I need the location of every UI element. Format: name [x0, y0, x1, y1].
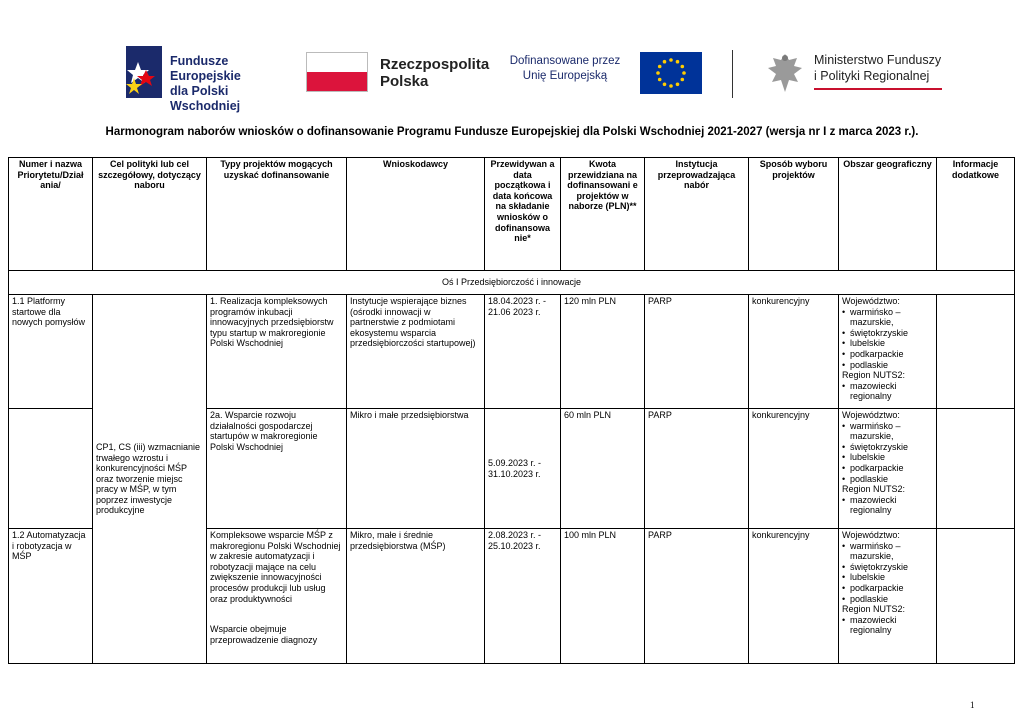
rp-line1: Rzeczpospolita — [380, 56, 490, 73]
geo-label: Województwo: — [842, 296, 900, 306]
institution-cell: PARP — [645, 529, 749, 664]
geo-label: Województwo: — [842, 410, 900, 420]
header-policy-goal: Cel polityki lub cel szczegółowy, dotyczący naboru — [93, 158, 207, 271]
geo-nuts-item: • mazowiecki regionalny — [842, 495, 933, 516]
logo-separator — [732, 50, 733, 98]
geo-item: • podlaskie — [842, 594, 933, 605]
info-cell — [937, 529, 1015, 664]
geo-item: • warmińsko – mazurskie, — [842, 307, 933, 328]
polish-flag-icon — [306, 52, 368, 92]
applicants-cell: Mikro, małe i średnie przedsiębiorstwa (MŚP) — [347, 529, 485, 664]
header-applicants: Wnioskodawcy — [347, 158, 485, 271]
geo-nuts-item: • mazowiecki regionalny — [842, 381, 933, 402]
logo-bar — [118, 38, 958, 113]
fe-line1: Fundusze Europejskie — [170, 54, 241, 83]
amount-cell: 100 mln PLN — [561, 529, 645, 664]
geo-item: • świętokrzyskie — [842, 328, 933, 339]
header-institution: Instytucja przeprowadzająca nabór — [645, 158, 749, 271]
project-type-extra: Wsparcie obejmuje przeprowadzenie diagnozy — [210, 624, 318, 645]
geo-item: • lubelskie — [842, 452, 933, 463]
header-selection: Sposób wyboru projektów — [749, 158, 839, 271]
schedule-table — [8, 157, 1015, 664]
geo-nuts-label: Region NUTS2: — [842, 604, 906, 615]
geo-nuts-label: Region NUTS2: — [842, 370, 906, 381]
info-cell — [937, 295, 1015, 409]
fe-star-icon — [124, 44, 164, 100]
geo-item: • podkarpackie — [842, 583, 933, 594]
institution-cell: PARP — [645, 409, 749, 529]
fe-line2: dla Polski Wschodniej — [170, 84, 241, 113]
applicants-cell: Mikro i małe przedsiębiorstwa — [347, 409, 485, 529]
header-dates: Przewidywan a data początkowa i data końcowa na składanie wniosków o dofinansowa nie* — [485, 158, 561, 271]
geo-cell — [839, 529, 937, 664]
rp-line2: Polska — [380, 73, 429, 90]
geo-item: • świętokrzyskie — [842, 562, 933, 573]
geo-item: • podkarpackie — [842, 463, 933, 474]
applicants-cell: Instytucje wspierające biznes (ośrodki innowacji w partnerstwie z podmiotami ekosystemu wsparcia przedsiębiorczości startupowej) — [347, 295, 485, 409]
header-amount: Kwota przewidziana na dofinansowani e projektów w naborze (PLN)** — [561, 158, 645, 271]
geo-item: • podkarpackie — [842, 349, 933, 360]
geo-item: • podlaskie — [842, 474, 933, 485]
geo-item: • lubelskie — [842, 572, 933, 583]
header-info: Informacje dodatkowe — [937, 158, 1015, 271]
institution-cell: PARP — [645, 295, 749, 409]
polish-eagle-icon — [764, 50, 806, 96]
project-type-text: Kompleksowe wsparcie MŚP z makroregionu Polski Wschodniej w zakresie automatyzacji i robotyzacji mające na celu zwiększenie innowacyjności procesów produkcji lub usług oraz produktywności — [210, 530, 341, 604]
dates-cell: 5.09.2023 r. - 31.10.2023 r. — [485, 409, 561, 529]
geo-label: Województwo: — [842, 530, 900, 540]
geo-item: • świętokrzyskie — [842, 442, 933, 453]
eu-line1: Dofinansowane przez — [509, 55, 621, 67]
dates-cell: 18.04.2023 r. - 21.06 2023 r. — [485, 295, 561, 409]
axis-title: Oś I Przedsiębiorczość i innowacje — [9, 271, 1015, 295]
geo-item: • podlaskie — [842, 360, 933, 371]
header-geo: Obszar geograficzny — [839, 158, 937, 271]
table-header-row — [9, 158, 1015, 271]
amount-cell: 60 mln PLN — [561, 409, 645, 529]
header-priority: Numer i nazwa Priorytetu/Dział ania/ — [9, 158, 93, 271]
header-project-types: Typy projektów mogących uzyskać dofinansowanie — [207, 158, 347, 271]
fundusze-europejskie-logo — [124, 44, 294, 113]
selection-cell: konkurencyjny — [749, 295, 839, 409]
geo-cell — [839, 409, 937, 529]
selection-cell: konkurencyjny — [749, 529, 839, 664]
geo-item: • warmińsko – mazurskie, — [842, 541, 933, 562]
min-line2: i Polityki Regionalnej — [814, 69, 930, 83]
eu-flag-icon — [640, 52, 702, 94]
priority-cell: 1.1 Platformy startowe dla nowych pomysłów — [9, 295, 93, 409]
dates-cell: 2.08.2023 r. - 25.10.2023 r. — [485, 529, 561, 664]
geo-nuts-item: • mazowiecki regionalny — [842, 615, 933, 636]
geo-item: • warmińsko – mazurskie, — [842, 421, 933, 442]
info-cell — [937, 409, 1015, 529]
amount-cell: 120 mln PLN — [561, 295, 645, 409]
priority-cell — [9, 409, 93, 529]
page-number: 1 — [970, 700, 975, 710]
eu-line2: Unię Europejską — [522, 70, 608, 82]
policy-goal-cell: CP1, CS (iii) wzmacnianie trwałego wzrostu i konkurencyjności MŚP oraz tworzenie miejsc pracy w MŚP, w tym poprzez inwestycje produkcyjne — [93, 295, 207, 664]
page-title: Harmonogram naborów wniosków o dofinansowanie Programu Fundusze Europejskiej dla Polski Wschodniej 2021-2027 (wersja nr I z marca 2023 r.). — [105, 126, 919, 138]
axis-row — [9, 271, 1015, 295]
geo-nuts-label: Region NUTS2: — [842, 484, 906, 495]
project-type-cell: 1. Realizacja kompleksowych programów inkubacji innowacyjnych przedsiębiorstw typu startup w makroregionie Polski Wschodniej — [207, 295, 347, 409]
priority-cell: 1.2 Automatyzacja i robotyzacja w MŚP — [9, 529, 93, 664]
project-type-cell: 2a. Wsparcie rozwoju działalności gospodarczej startupów w makroregionie Polski Wschodniej — [207, 409, 347, 529]
min-line1: Ministerstwo Funduszy — [814, 53, 942, 67]
project-type-cell — [207, 529, 347, 664]
table-row — [9, 295, 1015, 409]
ministry-underline — [814, 88, 942, 90]
geo-item: • lubelskie — [842, 338, 933, 349]
geo-cell — [839, 295, 937, 409]
selection-cell: konkurencyjny — [749, 409, 839, 529]
